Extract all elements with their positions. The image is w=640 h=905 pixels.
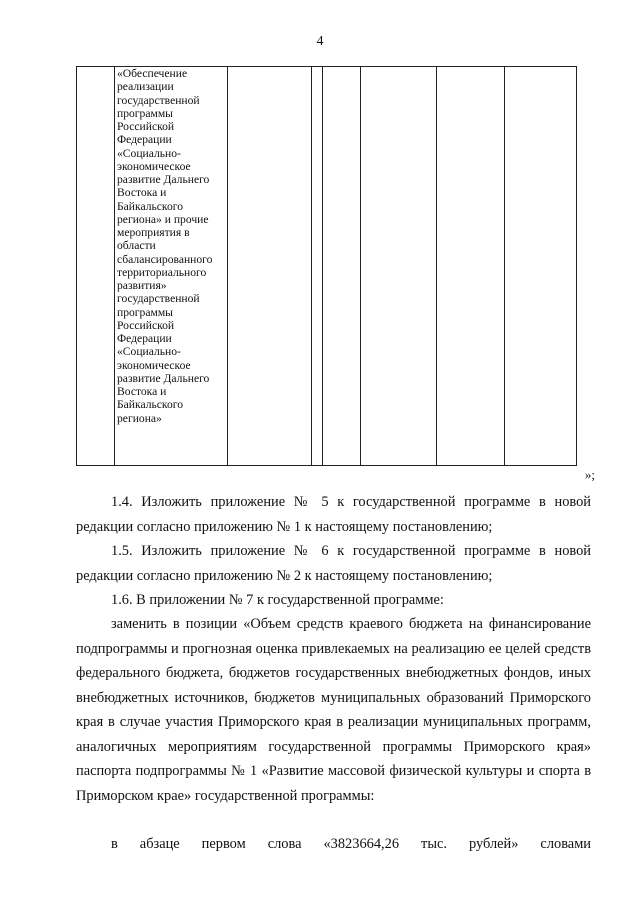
paragraph-1-4: 1.4. Изложить приложение № 5 к государственной программе в новой редакции согласно приложению № 1 к настоящему постановлению; xyxy=(76,494,591,535)
table-cell xyxy=(361,67,437,466)
table-cell-line: мероприятия в xyxy=(117,226,190,239)
paragraph-replace: заменить в позиции «Объем средств краевого бюджета на финансирование подпрограммы и прогнозная оценка привлекаемых на реализацию ее целей средств федерального бюджета, бюджетов государственных внебюджетных фондов, иных внебюджетных источников, бюджетов муниципальных образований Приморского края в случае участия Приморского края в реализации муниципальных программ, аналогичных мероприятиям государственной программы Приморского края» паспорта подпрограммы № 1 «Развитие массовой физической культуры и спорта в Приморском крае» государственной программы: xyxy=(76,616,591,804)
table-row xyxy=(77,67,577,466)
table-cell-line: региона» xyxy=(117,411,162,425)
table-cell-line: сбалансированного xyxy=(117,252,213,266)
table-cell xyxy=(312,67,323,466)
table-cell-line: территориального xyxy=(117,265,207,279)
table-cell-number xyxy=(77,67,115,466)
table-cell xyxy=(505,67,577,466)
table-cell-line: государственной xyxy=(117,93,200,107)
table-cell-line: Байкальского xyxy=(117,398,184,412)
table-cell-line: Востока и xyxy=(117,385,167,398)
table-cell-line: «Обеспечение xyxy=(117,67,188,80)
table-cell-line: экономическое xyxy=(117,159,191,173)
table-cell-line: развития» xyxy=(117,279,167,292)
table-cell-line: Российской xyxy=(117,120,175,133)
table-cell xyxy=(437,67,505,466)
table-cell-line: «Социально- xyxy=(117,345,181,359)
paragraph-1-6: 1.6. В приложении № 7 к государственной программе: xyxy=(111,592,444,608)
table-cell-text xyxy=(115,67,227,425)
table-cell-line: Байкальского xyxy=(117,199,184,213)
table-cell-line: экономическое xyxy=(117,358,191,372)
paragraph-first-par: в абзаце первом слова «3823664,26 тыс. рублей» словами xyxy=(111,836,591,852)
table-cell-line: Федерации xyxy=(117,332,172,345)
table-closing-quote: »; xyxy=(584,467,595,482)
table-cell xyxy=(228,67,312,466)
table-cell-line: Российской xyxy=(117,318,175,332)
table-cell-line: развитие Дальнего xyxy=(117,371,210,385)
table-cell-line: региона» и прочие xyxy=(117,212,209,226)
table-cell-line: программы xyxy=(117,106,173,120)
continued-table xyxy=(76,66,577,466)
paragraph-1-5: 1.5. Изложить приложение № 6 к государственной программе в новой редакции согласно приложению № 2 к настоящему постановлению; xyxy=(76,543,591,584)
table-cell xyxy=(323,67,361,466)
table-cell-line: программы xyxy=(117,305,173,319)
table-cell-line: области xyxy=(117,239,156,253)
table-cell-line: реализации xyxy=(117,80,174,94)
table-cell-line: Федерации xyxy=(117,133,172,147)
page-number: 4 xyxy=(316,34,324,49)
table-cell-line: «Социально- xyxy=(117,146,181,160)
table-cell-line: развитие Дальнего xyxy=(117,173,210,186)
table-cell-line: государственной xyxy=(117,292,200,306)
table-cell-name xyxy=(115,67,228,466)
table-cell-line: Востока и xyxy=(117,186,167,200)
